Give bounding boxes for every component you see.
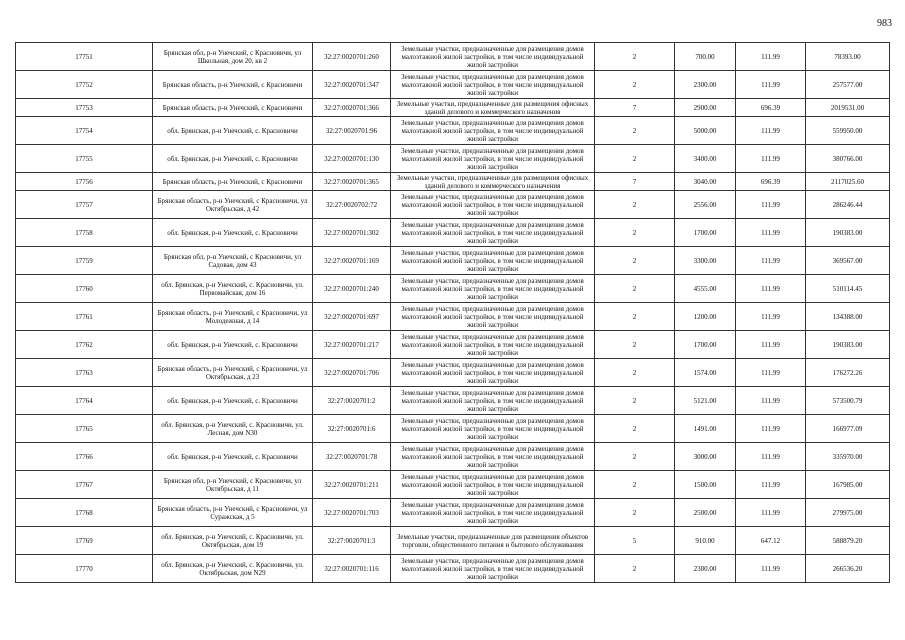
table-row [16, 527, 890, 555]
row-number-cell: 17753 [16, 99, 153, 117]
row-number-cell: 17754 [16, 117, 153, 145]
address-cell: обл. Брянская, р-н Унечский, с. Красновичи [153, 145, 313, 173]
address-cell: Брянская область, р-н Унечский, с Красновичи, ул Октябрьская, д 42 [153, 191, 313, 219]
table-row [16, 191, 890, 219]
area-cell: 5000.00 [675, 117, 736, 145]
row-number-cell: 17766 [16, 443, 153, 471]
address-cell: Брянская область, р-н Унечский, с Красновичи, ул Суражская, д 5 [153, 499, 313, 527]
row-number-cell: 17769 [16, 527, 153, 555]
land-use-cell: Земельные участки, предназначенные для размещения домов малоэтажной жилой застройки, в том числе индивидуальной жилой застройки [391, 117, 595, 145]
table-row [16, 145, 890, 173]
cadastral-number-cell: 32:27:0020701:169 [313, 247, 391, 275]
group-cell: 7 [595, 99, 675, 117]
cadastral-number-cell: 32:27:0020702:72 [313, 191, 391, 219]
group-cell: 2 [595, 471, 675, 499]
row-number-cell: 17755 [16, 145, 153, 173]
specific-value-cell: 111.99 [736, 443, 806, 471]
address-cell: Брянская область, р-н Унечский, с Красновичи, ул Молодежная, д 14 [153, 303, 313, 331]
specific-value-cell: 111.99 [736, 191, 806, 219]
table-row [16, 387, 890, 415]
area-cell: 2500.00 [675, 499, 736, 527]
area-cell: 3000.00 [675, 443, 736, 471]
row-number-cell: 17763 [16, 359, 153, 387]
area-cell: 910.00 [675, 527, 736, 555]
table-row [16, 303, 890, 331]
area-cell: 1491.00 [675, 415, 736, 443]
cadastral-value-cell: 286246.44 [806, 191, 890, 219]
table-row [16, 331, 890, 359]
row-number-cell: 17757 [16, 191, 153, 219]
land-use-cell: Земельные участки, предназначенные для размещения домов малоэтажной жилой застройки, в том числе индивидуальной жилой застройки [391, 247, 595, 275]
row-number-cell: 17759 [16, 247, 153, 275]
cadastral-value-cell: 2019531.00 [806, 99, 890, 117]
group-cell: 2 [595, 247, 675, 275]
specific-value-cell: 111.99 [736, 415, 806, 443]
table-row [16, 555, 890, 583]
table-row [16, 471, 890, 499]
address-cell: Брянская обл, р-н Унечский, с Красновичи, ул Октябрьская, д 11 [153, 471, 313, 499]
table-body [16, 43, 890, 583]
area-cell: 1700.00 [675, 219, 736, 247]
row-number-cell: 17767 [16, 471, 153, 499]
area-cell: 3400.00 [675, 145, 736, 173]
cadastral-number-cell: 32:27:0020701:116 [313, 555, 391, 583]
land-use-cell: Земельные участки, предназначенные для размещения домов малоэтажной жилой застройки, в том числе индивидуальной жилой застройки [391, 555, 595, 583]
table-row [16, 443, 890, 471]
specific-value-cell: 111.99 [736, 555, 806, 583]
cadastral-number-cell: 32:27:0020701:130 [313, 145, 391, 173]
land-use-cell: Земельные участки, предназначенные для размещения домов малоэтажной жилой застройки, в том числе индивидуальной жилой застройки [391, 145, 595, 173]
address-cell: обл. Брянская, р-н Унечский, с. Красновичи [153, 219, 313, 247]
specific-value-cell: 111.99 [736, 247, 806, 275]
cadastral-value-cell: 166977.09 [806, 415, 890, 443]
land-use-cell: Земельные участки, предназначенные для размещения офисных зданий делового и коммерческого назначения [391, 173, 595, 191]
land-use-cell: Земельные участки, предназначенные для размещения домов малоэтажной жилой застройки, в том числе индивидуальной жилой застройки [391, 443, 595, 471]
group-cell: 2 [595, 443, 675, 471]
address-cell: обл. Брянская, р-н Унечский, с. Красновичи, ул. Первомайская, дом 16 [153, 275, 313, 303]
specific-value-cell: 111.99 [736, 219, 806, 247]
table-row [16, 359, 890, 387]
area-cell: 1200.00 [675, 303, 736, 331]
cadastral-value-cell: 176272.26 [806, 359, 890, 387]
group-cell: 2 [595, 499, 675, 527]
cadastral-number-cell: 32:27:0020701:240 [313, 275, 391, 303]
group-cell: 2 [595, 359, 675, 387]
cadastral-value-cell: 335970.00 [806, 443, 890, 471]
cadastral-number-cell: 32:27:0020701:706 [313, 359, 391, 387]
row-number-cell: 17760 [16, 275, 153, 303]
cadastral-number-cell: 32:27:0020701:703 [313, 499, 391, 527]
cadastral-value-cell: 190383.00 [806, 219, 890, 247]
land-use-cell: Земельные участки, предназначенные для размещения домов малоэтажной жилой застройки, в том числе индивидуальной жилой застройки [391, 275, 595, 303]
area-cell: 2300.00 [675, 71, 736, 99]
cadastral-value-cell: 573500.79 [806, 387, 890, 415]
area-cell: 1500.00 [675, 471, 736, 499]
area-cell: 2380.00 [675, 555, 736, 583]
specific-value-cell: 696.39 [736, 173, 806, 191]
land-use-cell: Земельные участки, предназначенные для размещения объектов торговли, общественного питания и бытового обслуживания [391, 527, 595, 555]
group-cell: 2 [595, 71, 675, 99]
cadastral-value-cell: 369567.00 [806, 247, 890, 275]
land-use-cell: Земельные участки, предназначенные для размещения домов малоэтажной жилой застройки, в том числе индивидуальной жилой застройки [391, 71, 595, 99]
cadastral-number-cell: 32:27:0020701:2 [313, 387, 391, 415]
cadastral-value-cell: 257577.00 [806, 71, 890, 99]
cadastral-value-cell: 78393.00 [806, 43, 890, 71]
cadastral-number-cell: 32:27:0020701:3 [313, 527, 391, 555]
table-row [16, 43, 890, 71]
area-cell: 4555.00 [675, 275, 736, 303]
land-use-cell: Земельные участки, предназначенные для размещения домов малоэтажной жилой застройки, в том числе индивидуальной жилой застройки [391, 499, 595, 527]
group-cell: 2 [595, 117, 675, 145]
cadastral-number-cell: 32:27:0020701:211 [313, 471, 391, 499]
specific-value-cell: 111.99 [736, 359, 806, 387]
land-use-cell: Земельные участки, предназначенные для размещения домов малоэтажной жилой застройки, в том числе индивидуальной жилой застройки [391, 359, 595, 387]
cadastral-value-cell: 559950.00 [806, 117, 890, 145]
page-number: 983 [877, 18, 892, 29]
area-cell: 3300.00 [675, 247, 736, 275]
cadastral-value-cell: 134388.00 [806, 303, 890, 331]
specific-value-cell: 111.99 [736, 275, 806, 303]
table-row [16, 415, 890, 443]
address-cell: обл. Брянская, р-н Унечский, с. Красновичи [153, 117, 313, 145]
row-number-cell: 17758 [16, 219, 153, 247]
area-cell: 700.00 [675, 43, 736, 71]
specific-value-cell: 111.99 [736, 71, 806, 99]
address-cell: Брянская область, р-н Унечский, с Красновичи [153, 71, 313, 99]
cadastral-number-cell: 32:27:0020701:78 [313, 443, 391, 471]
address-cell: Брянская область, р-н Унечский, с Красновичи, ул Октябрьская, д 23 [153, 359, 313, 387]
row-number-cell: 17765 [16, 415, 153, 443]
land-use-cell: Земельные участки, предназначенные для размещения домов малоэтажной жилой застройки, в том числе индивидуальной жилой застройки [391, 331, 595, 359]
specific-value-cell: 647.12 [736, 527, 806, 555]
group-cell: 2 [595, 219, 675, 247]
specific-value-cell: 111.99 [736, 145, 806, 173]
table-row [16, 499, 890, 527]
specific-value-cell: 111.99 [736, 331, 806, 359]
address-cell: обл. Брянская, р-н Унечский, с. Красновичи, ул. Октябрьская, дом 19 [153, 527, 313, 555]
area-cell: 1574.00 [675, 359, 736, 387]
cadastral-value-cell: 167985.00 [806, 471, 890, 499]
group-cell: 2 [595, 303, 675, 331]
group-cell: 5 [595, 527, 675, 555]
registry-table [15, 42, 890, 583]
table-row [16, 173, 890, 191]
cadastral-value-cell: 266536.20 [806, 555, 890, 583]
cadastral-value-cell: 588879.20 [806, 527, 890, 555]
cadastral-number-cell: 32:27:0020701:697 [313, 303, 391, 331]
group-cell: 2 [595, 145, 675, 173]
table-row [16, 275, 890, 303]
row-number-cell: 17770 [16, 555, 153, 583]
cadastral-number-cell: 32:27:0020701:347 [313, 71, 391, 99]
land-use-cell: Земельные участки, предназначенные для размещения домов малоэтажной жилой застройки, в том числе индивидуальной жилой застройки [391, 415, 595, 443]
group-cell: 2 [595, 331, 675, 359]
address-cell: обл. Брянская, р-н Унечский, с. Красновичи, ул. Лесная, дом N30 [153, 415, 313, 443]
row-number-cell: 17762 [16, 331, 153, 359]
address-cell: Брянская обл, р-н Унечский, с Красновичи, ул Садовая, дом 43 [153, 247, 313, 275]
group-cell: 2 [595, 555, 675, 583]
area-cell: 2900.00 [675, 99, 736, 117]
specific-value-cell: 111.99 [736, 43, 806, 71]
row-number-cell: 17761 [16, 303, 153, 331]
address-cell: Брянская обл, р-н Унечский, с Красновичи, ул Школьная, дом 20, кв 2 [153, 43, 313, 71]
specific-value-cell: 111.99 [736, 471, 806, 499]
row-number-cell: 17768 [16, 499, 153, 527]
group-cell: 2 [595, 415, 675, 443]
land-use-cell: Земельные участки, предназначенные для размещения офисных зданий делового и коммерческого назначения [391, 99, 595, 117]
specific-value-cell: 111.99 [736, 117, 806, 145]
cadastral-value-cell: 190383.00 [806, 331, 890, 359]
cadastral-number-cell: 32:27:0020701:6 [313, 415, 391, 443]
area-cell: 2556.00 [675, 191, 736, 219]
cadastral-value-cell: 380766.00 [806, 145, 890, 173]
address-cell: обл. Брянская, р-н Унечский, с. Красновичи, ул. Октябрьская, дом N29 [153, 555, 313, 583]
cadastral-number-cell: 32:27:0020701:366 [313, 99, 391, 117]
area-cell: 3040.00 [675, 173, 736, 191]
specific-value-cell: 111.99 [736, 499, 806, 527]
cadastral-value-cell: 279975.00 [806, 499, 890, 527]
group-cell: 2 [595, 275, 675, 303]
land-use-cell: Земельные участки, предназначенные для размещения домов малоэтажной жилой застройки, в том числе индивидуальной жилой застройки [391, 43, 595, 71]
row-number-cell: 17751 [16, 43, 153, 71]
cadastral-number-cell: 32:27:0020701:365 [313, 173, 391, 191]
table-row [16, 71, 890, 99]
cadastral-value-cell: 2117025.60 [806, 173, 890, 191]
address-cell: обл. Брянская, р-н Унечский, с. Красновичи [153, 331, 313, 359]
row-number-cell: 17752 [16, 71, 153, 99]
area-cell: 1700.00 [675, 331, 736, 359]
group-cell: 2 [595, 387, 675, 415]
land-use-cell: Земельные участки, предназначенные для размещения домов малоэтажной жилой застройки, в том числе индивидуальной жилой застройки [391, 387, 595, 415]
land-use-cell: Земельные участки, предназначенные для размещения домов малоэтажной жилой застройки, в том числе индивидуальной жилой застройки [391, 219, 595, 247]
table-row [16, 219, 890, 247]
row-number-cell: 17756 [16, 173, 153, 191]
group-cell: 7 [595, 173, 675, 191]
table-row [16, 247, 890, 275]
land-use-cell: Земельные участки, предназначенные для размещения домов малоэтажной жилой застройки, в том числе индивидуальной жилой застройки [391, 303, 595, 331]
address-cell: Брянская область, р-н Унечский, с Красновичи [153, 173, 313, 191]
land-use-cell: Земельные участки, предназначенные для размещения домов малоэтажной жилой застройки, в том числе индивидуальной жилой застройки [391, 471, 595, 499]
cadastral-value-cell: 510114.45 [806, 275, 890, 303]
land-use-cell: Земельные участки, предназначенные для размещения домов малоэтажной жилой застройки, в том числе индивидуальной жилой застройки [391, 191, 595, 219]
cadastral-number-cell: 32:27:0020701:260 [313, 43, 391, 71]
area-cell: 5121.00 [675, 387, 736, 415]
group-cell: 2 [595, 191, 675, 219]
cadastral-number-cell: 32:27:0020701:217 [313, 331, 391, 359]
address-cell: обл. Брянская, р-н Унечский, с. Красновичи [153, 443, 313, 471]
specific-value-cell: 111.99 [736, 303, 806, 331]
address-cell: обл. Брянская, р-н Унечский, с. Красновичи [153, 387, 313, 415]
row-number-cell: 17764 [16, 387, 153, 415]
specific-value-cell: 111.99 [736, 387, 806, 415]
group-cell: 2 [595, 43, 675, 71]
table-row [16, 117, 890, 145]
address-cell: Брянская область, р-н Унечский, с Красновичи [153, 99, 313, 117]
table-row [16, 99, 890, 117]
specific-value-cell: 696.39 [736, 99, 806, 117]
cadastral-number-cell: 32:27:0020701:302 [313, 219, 391, 247]
cadastral-number-cell: 32:27:0020701:96 [313, 117, 391, 145]
